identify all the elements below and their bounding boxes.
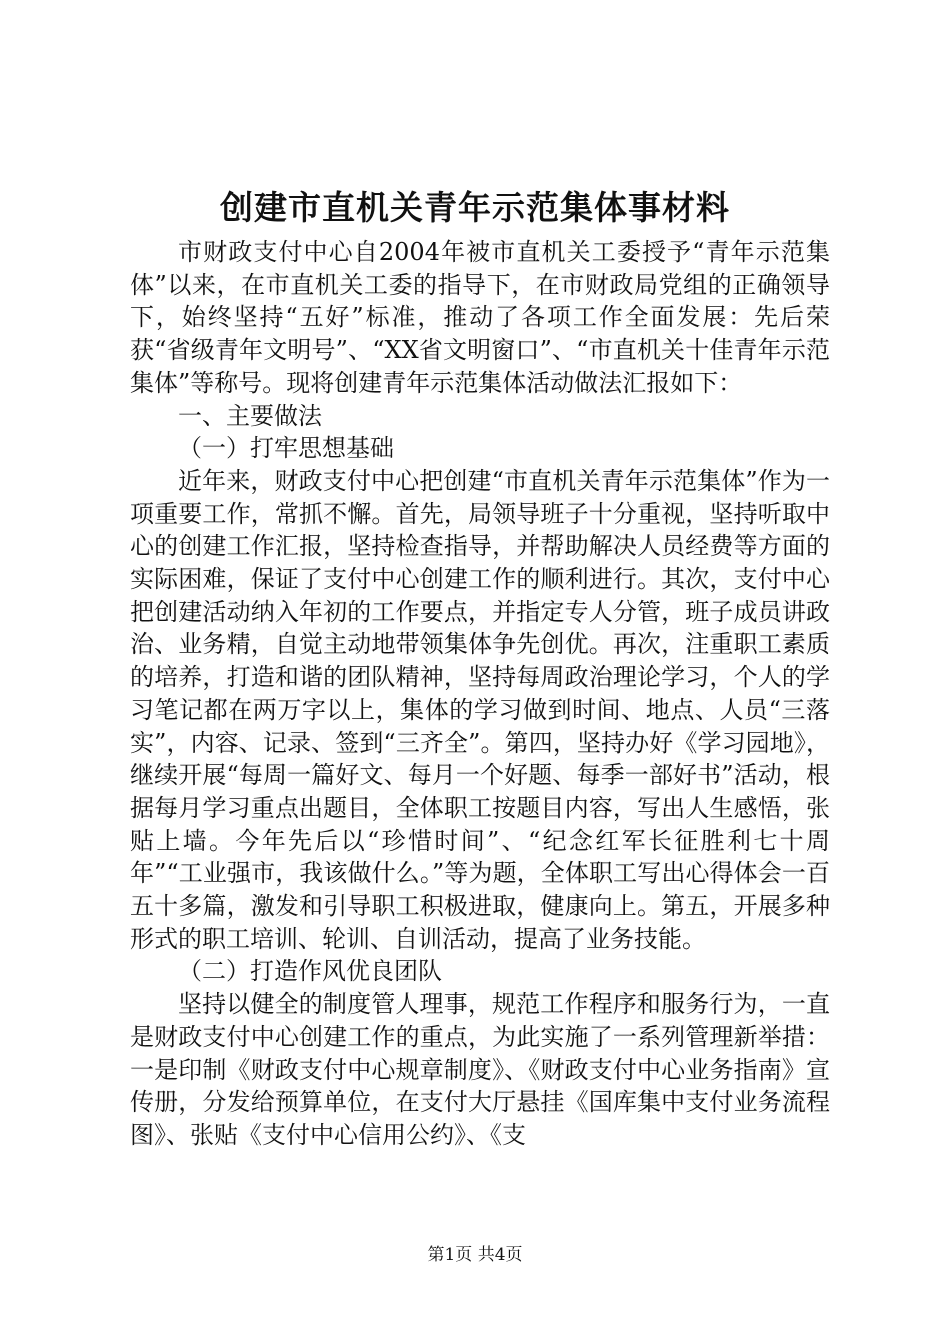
subsection-heading-1: （一）打牢思想基础 [178, 434, 394, 463]
paragraph-team-style: 坚持以健全的制度管人理事，规范工作程序和服务行为，一直是财政支付中心创建工作的重点，为此实施了一系列管理新举措：一是印制《财政支付中心规章制度》、《财政支付中心业务指南》宣传册，分发给预算单位，在支付大厅悬挂《国库集中支付业务流程图》、张贴《支付中心信用公约》、《支 [130, 990, 830, 1149]
document-body [130, 236, 830, 1152]
page-footer: 第1页 共4页 [427, 1245, 523, 1265]
paragraph-intro: 市财政支付中心自2004年被市直机关工委授予“青年示范集体”以来，在市直机关工委的指导下，在市财政局党组的正确领导下，始终坚持“五好”标准，推动了各项工作全面发展：先后荣获“省级青年文明号”、“XX省文明窗口”、“市直机关十佳青年示范集体”等称号。现将创建青年示范集体活动做法汇报如下： [130, 238, 830, 397]
section-heading-main-methods: 一、主要做法 [178, 401, 322, 430]
subsection-heading-2: （二）打造作风优良团队 [178, 957, 442, 986]
paragraph-ideology: 近年来，财政支付中心把创建“市直机关青年示范集体”作为一项重要工作，常抓不懈。首先，局领导班子十分重视，坚持听取中心的创建工作汇报，坚持检查指导，并帮助解决人员经费等方面的实际困难，保证了支付中心创建工作的顺利进行。其次，支付中心把创建活动纳入年初的工作要点，并指定专人分管，班子成员讲政治、业务精，自觉主动地带领集体争先创优。再次，注重职工素质的培养，打造和谐的团队精神，坚持每周政治理论学习，个人的学习笔记都在两万字以上，集体的学习做到时间、地点、人员“三落实”，内容、记录、签到“三齐全”。第四，坚持办好《学习园地》，继续开展“每周一篇好文、每月一个好题、每季一部好书”活动，根据每月学习重点出题目，全体职工按题目内容，写出人生感悟，张贴上墙。今年先后以“珍惜时间”、“纪念红军长征胜利七十周年”“工业强市，我该做什么。”等为题，全体职工写出心得体会一百五十多篇，激发和引导职工积极进取，健康向上。第五，开展多种形式的职工培训、轮训、自训活动，提高了业务技能。 [130, 466, 830, 953]
document-title: 创建市直机关青年示范集体事材料 [220, 188, 730, 227]
